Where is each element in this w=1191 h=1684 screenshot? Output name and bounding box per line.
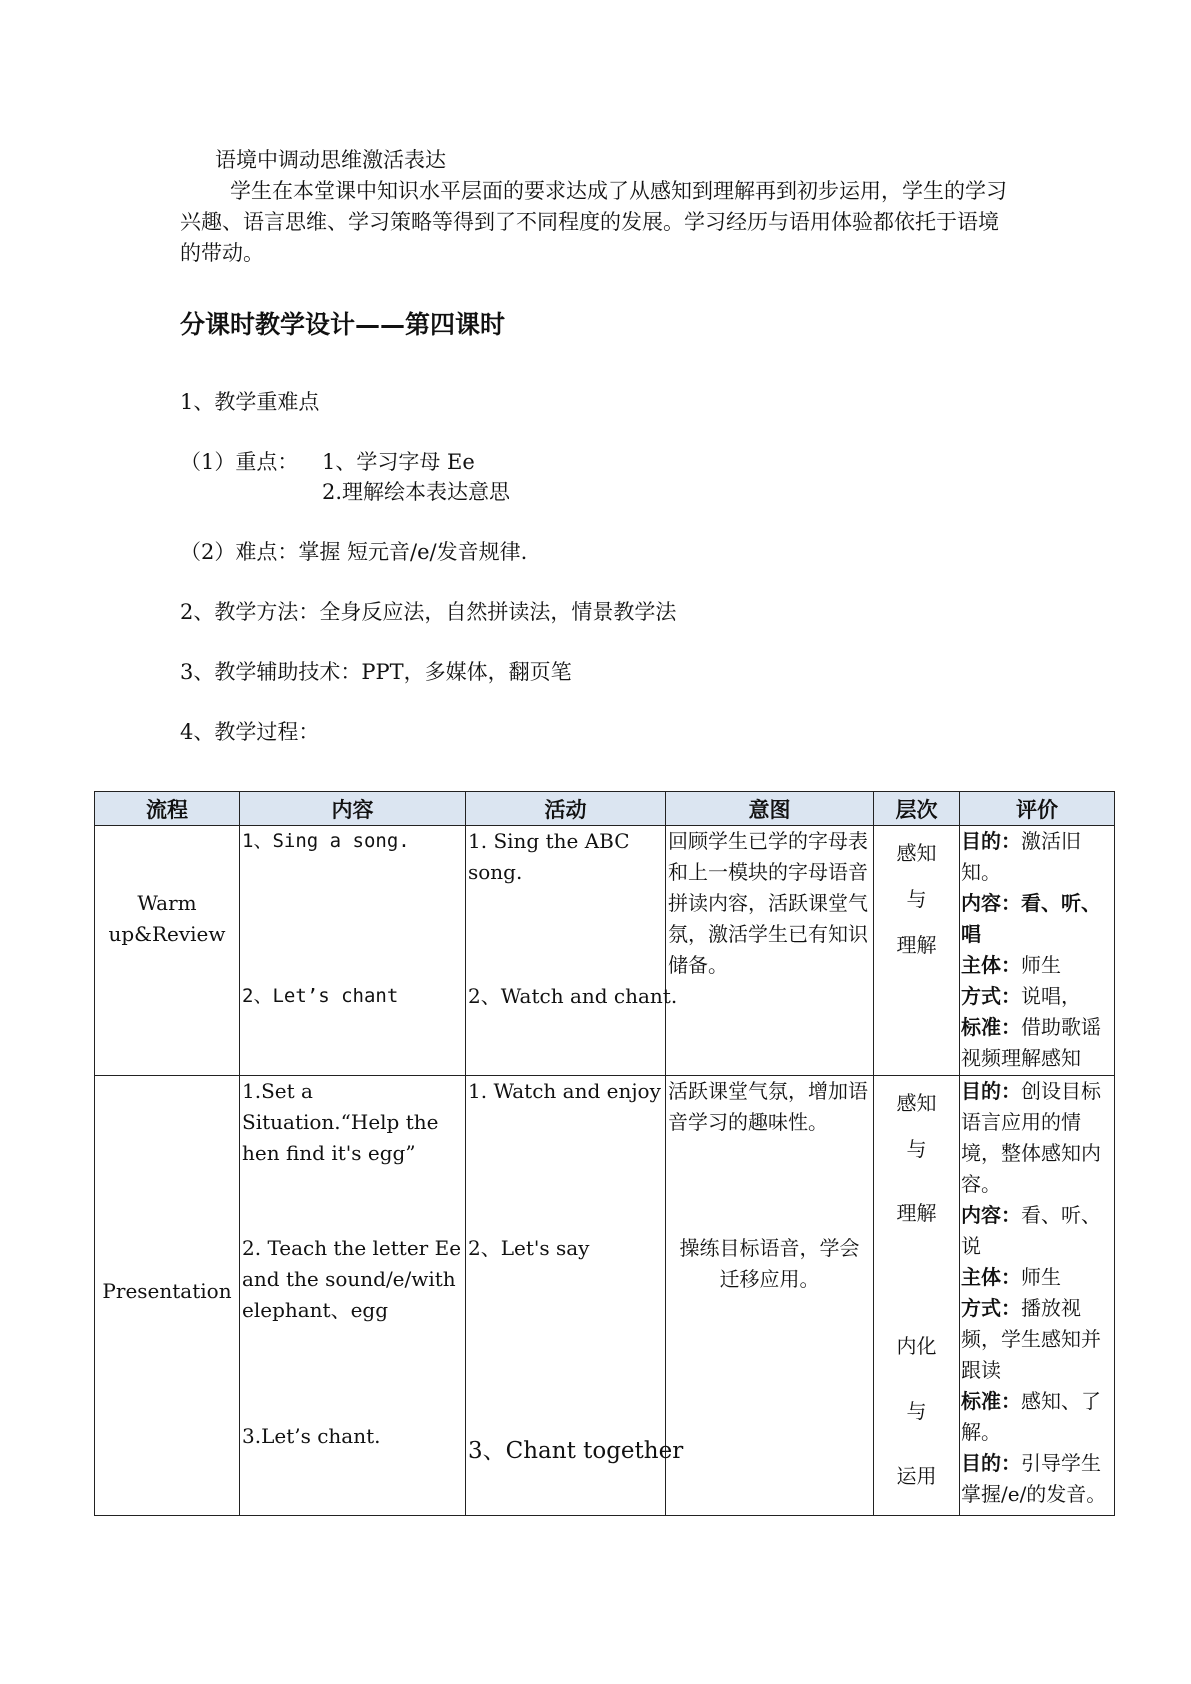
eval-item: 主体：师生	[961, 953, 1061, 977]
header-level: 层次	[874, 792, 960, 826]
level-text: 内化	[896, 1334, 937, 1358]
intent-text: 活跃课堂气氛，增加语音学习的趣味性。	[668, 1079, 868, 1134]
process-table	[94, 791, 1115, 1516]
activity-cell	[466, 1076, 684, 1516]
header-intent: 意图	[666, 792, 874, 826]
focus-point-1: 1、学习字母 Ee	[322, 450, 475, 474]
level-text: 理解	[896, 933, 937, 957]
eval-item: 方式：播放视频，学生感知并跟读	[961, 1296, 1101, 1382]
intent-cell	[666, 826, 874, 1076]
level-text: 感知	[896, 1091, 937, 1115]
activity-item: 1. Watch and enjoy	[468, 1079, 661, 1103]
table-row	[95, 1076, 1115, 1516]
item-methods: 2、教学方法：全身反应法，自然拼读法，情景教学法	[180, 600, 677, 624]
intent-text: 回顾学生已学的字母表和上一模块的字母语音拼读内容，活跃课堂气氛，激活学生已有知识储备。	[668, 829, 868, 977]
content-item: 2、Let’s chant	[242, 985, 399, 1007]
activity-item: 1. Sing the ABC	[468, 829, 630, 853]
item-tools: 3、教学辅助技术：PPT，多媒体，翻页笔	[180, 660, 572, 684]
stage-cell	[95, 1076, 240, 1516]
item-key-points: 1、教学重难点	[180, 390, 320, 414]
stage-label: Presentation	[102, 1279, 232, 1303]
eval-item: 标准：借助歌谣视频理解感知	[961, 1015, 1101, 1070]
level-text: 与	[906, 1137, 927, 1161]
activity-item: 2、Watch and chant.	[468, 984, 678, 1008]
content-item: 1.Set a Situation.“Help the hen find it's egg”	[242, 1079, 439, 1165]
level-text: 与	[906, 1399, 927, 1423]
activity-item: 2、Let's say	[468, 1236, 590, 1260]
header-activity: 活动	[466, 792, 666, 826]
level-text: 感知	[896, 841, 937, 865]
content-item: 2. Teach the letter Ee and the sound/e/with elephant、egg	[242, 1236, 462, 1322]
eval-item: 标准：感知、了解。	[961, 1389, 1101, 1444]
header-content: 内容	[240, 792, 466, 826]
evaluation-cell	[960, 1076, 1115, 1516]
activity-item: 3、Chant together	[468, 1438, 684, 1464]
content-item: 3.Let’s chant.	[242, 1424, 381, 1448]
section-title: 分课时教学设计——第四课时	[180, 310, 506, 339]
stage-cell	[95, 826, 240, 1076]
table-row	[95, 826, 1115, 1076]
eval-item: 方式：说唱，	[961, 984, 1081, 1008]
intent-cell	[666, 1076, 874, 1516]
content-cell	[240, 826, 466, 1076]
table-header-row	[95, 792, 1115, 826]
eval-item: 目的：引导学生掌握/e/的发音。	[961, 1451, 1107, 1506]
intent-text: 操练目标语音，学会迁移应用。	[679, 1236, 860, 1291]
header-evaluation: 评价	[960, 792, 1115, 826]
eval-item: 内容：看、听、说	[961, 1203, 1101, 1258]
content-item: 1、Sing a song.	[242, 830, 410, 852]
stage-label: Warm	[137, 891, 197, 915]
level-cell	[874, 1076, 960, 1516]
evaluation-list	[960, 1076, 1114, 1510]
eval-item: 目的：激活旧知。	[961, 829, 1081, 884]
evaluation-list	[960, 826, 1114, 1074]
activity-item: song.	[468, 860, 523, 884]
level-text: 理解	[896, 1201, 937, 1225]
focus-point-2: 2.理解绘本表达意思	[322, 480, 511, 504]
level-text: 与	[906, 887, 927, 911]
item-process: 4、教学过程：	[180, 720, 320, 744]
eval-item: 内容：看、听、唱	[961, 891, 1101, 946]
activity-cell	[466, 826, 678, 1076]
header-stage: 流程	[95, 792, 240, 826]
eval-item: 主体：师生	[961, 1265, 1061, 1289]
intro-line: 语境中调动思维激活表达	[215, 148, 446, 172]
content-cell	[240, 1076, 466, 1516]
intro-paragraph: 学生在本堂课中知识水平层面的要求达成了从感知到理解再到初步运用，学生的学习兴趣、语言思维、学习策略等得到了不同程度的发展。学习经历与语用体验都依托于语境的带动。	[180, 179, 1007, 265]
evaluation-cell	[960, 826, 1115, 1076]
eval-item: 目的：创设目标语言应用的情境，整体感知内容。	[961, 1079, 1101, 1196]
stage-label: up&Review	[108, 922, 226, 946]
focus-label: （1）重点：	[180, 450, 299, 474]
difficulty-point: （2）难点：掌握 短元音/e/发音规律.	[180, 540, 528, 564]
level-cell	[874, 826, 960, 1076]
level-text: 运用	[896, 1464, 937, 1488]
